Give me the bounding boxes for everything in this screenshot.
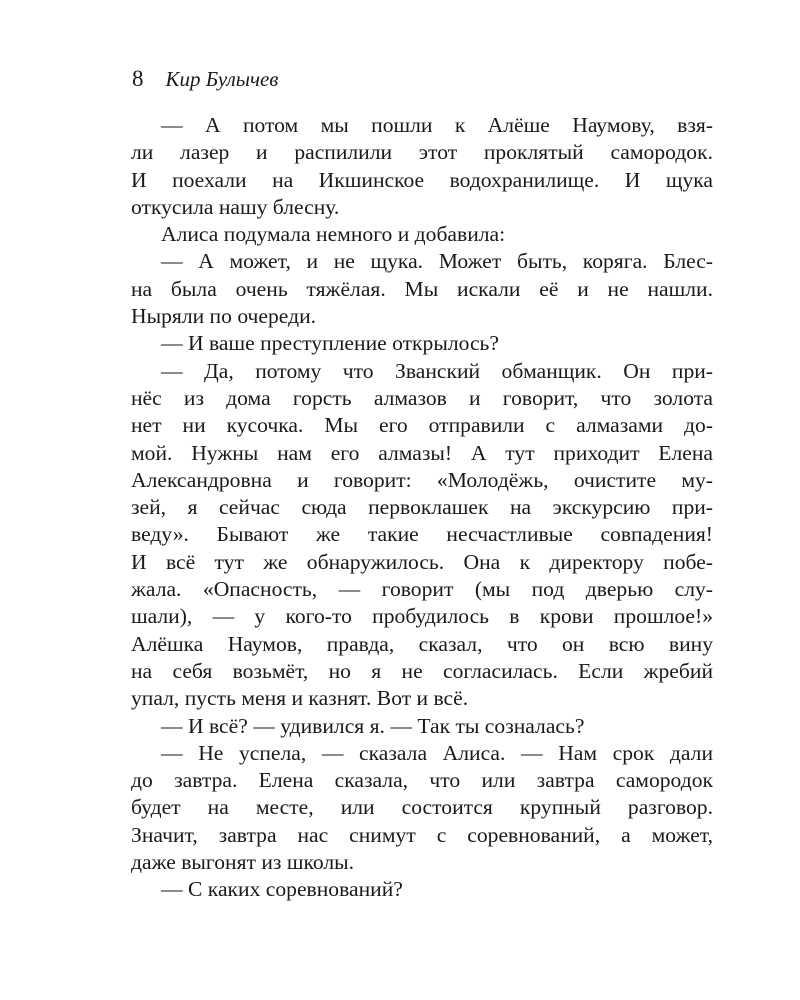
text-line: зей, я сейчас сюда первоклашек на экскурсию при- (131, 495, 713, 520)
text-line: веду». Бывают же такие несчастливые совпадения! (131, 522, 713, 547)
text-line: шали), — у кого-то пробудилось в крови прошлое!» (131, 604, 713, 629)
text-line: И поехали на Икшинское водохранилище. И щука (131, 167, 713, 192)
running-head (132, 66, 278, 96)
text-line: И всё тут же обнаружилось. Она к директору побе- (131, 549, 713, 574)
text-line: Значит, завтра нас снимут с соревнований, а может, (131, 822, 713, 847)
text-line: Алёшка Наумов, правда, сказал, что он всю вину (131, 631, 713, 656)
page-number: 8 (132, 66, 144, 91)
text-line: — Не успела, — сказала Алиса. — Нам срок дали (161, 740, 713, 765)
text-line: до завтра. Елена сказала, что или завтра самородок (131, 768, 713, 793)
text-line: на себя возьмёт, но я не согласилась. Если жребий (131, 658, 713, 683)
text-line: — И всё? — удивился я. — Так ты созналась? (161, 713, 585, 738)
text-line: — А потом мы пошли к Алёше Наумову, взя- (161, 113, 713, 137)
text-line: ли лазер и распилили этот проклятый самородок. (131, 140, 713, 165)
text-line: упал, пусть меня и казнят. Вот и всё. (131, 686, 469, 711)
text-line: будет на месте, или состоится крупный разговор. (131, 795, 713, 820)
text-line: нет ни кусочка. Мы его отправили с алмазами до- (131, 413, 713, 438)
text-line: — А может, и не щука. Может быть, коряга. Блес- (161, 249, 713, 274)
text-line: мой. Нужны нам его алмазы! А тут приходит Елена (131, 440, 713, 465)
text-line: откусила нашу блесну. (131, 194, 340, 219)
body-text (131, 112, 713, 904)
text-line: — Да, потому что Званский обманщик. Он при- (161, 358, 713, 383)
running-title: Кир Булычев (165, 67, 279, 91)
text-line: — И ваше преступление открылось? (161, 331, 499, 356)
text-line: Александровна и говорит: «Молодёжь, очистите му- (131, 467, 713, 492)
text-line: — С каких соревнований? (161, 877, 403, 902)
text-line: Ныряли по очереди. (131, 304, 317, 329)
text-line: Алиса подумала немного и добавила: (161, 222, 506, 247)
text-line: на была очень тяжёлая. Мы искали её и не нашли. (131, 276, 713, 301)
text-line: жала. «Опасность, — говорит (мы под дверью слу- (131, 577, 713, 602)
text-line: нёс из дома горсть алмазов и говорит, что золота (131, 385, 713, 410)
text-line: даже выгонят из школы. (131, 850, 355, 875)
